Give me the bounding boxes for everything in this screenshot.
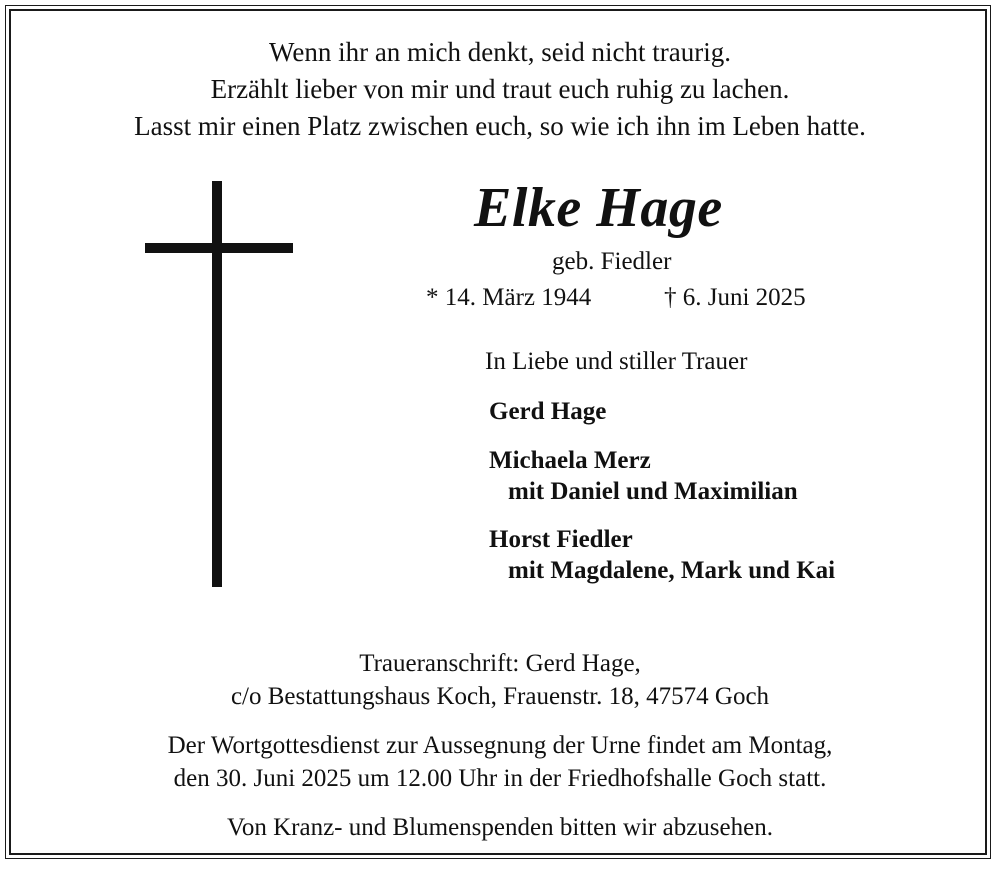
mourner-michaela-family: mit Daniel und Maximilian xyxy=(508,478,798,505)
mourner-gerd: Gerd Hage xyxy=(489,398,607,425)
poem-line-3: Lasst mir einen Platz zwischen euch, so wie ich ihn im Leben hatte. xyxy=(134,111,866,141)
service-line-1: Der Wortgottesdienst zur Aussegnung der Urne findet am Montag, xyxy=(167,732,833,759)
service-line-2: den 30. Juni 2025 um 12.00 Uhr in der Friedhofshalle Goch statt. xyxy=(173,765,827,792)
address-line-2: c/o Bestattungshaus Koch, Frauenstr. 18, 47574 Goch xyxy=(230,683,770,710)
death-date: † 6. Juni 2025 xyxy=(664,284,806,311)
address-line-1: Traueranschrift: Gerd Hage, xyxy=(359,650,641,677)
mourner-horst: Horst Fiedler xyxy=(489,526,633,553)
maiden-name: geb. Fiedler xyxy=(552,248,672,275)
poem-line-1: Wenn ihr an mich denkt, seid nicht traurig. xyxy=(269,37,731,67)
poem-line-2: Erzählt lieber von mir und traut euch ruhig zu lachen. xyxy=(210,74,790,104)
flowers-note: Von Kranz- und Blumenspenden bitten wir abzusehen. xyxy=(227,814,773,841)
deceased-name: Elke Hage xyxy=(474,177,723,239)
cross-icon-bar xyxy=(145,243,293,253)
mourning-intro: In Liebe und stiller Trauer xyxy=(485,348,748,375)
birth-date: * 14. März 1944 xyxy=(426,284,592,311)
mourner-michaela: Michaela Merz xyxy=(489,447,651,474)
mourner-horst-family: mit Magdalene, Mark und Kai xyxy=(508,557,836,584)
cross-icon xyxy=(212,181,222,587)
